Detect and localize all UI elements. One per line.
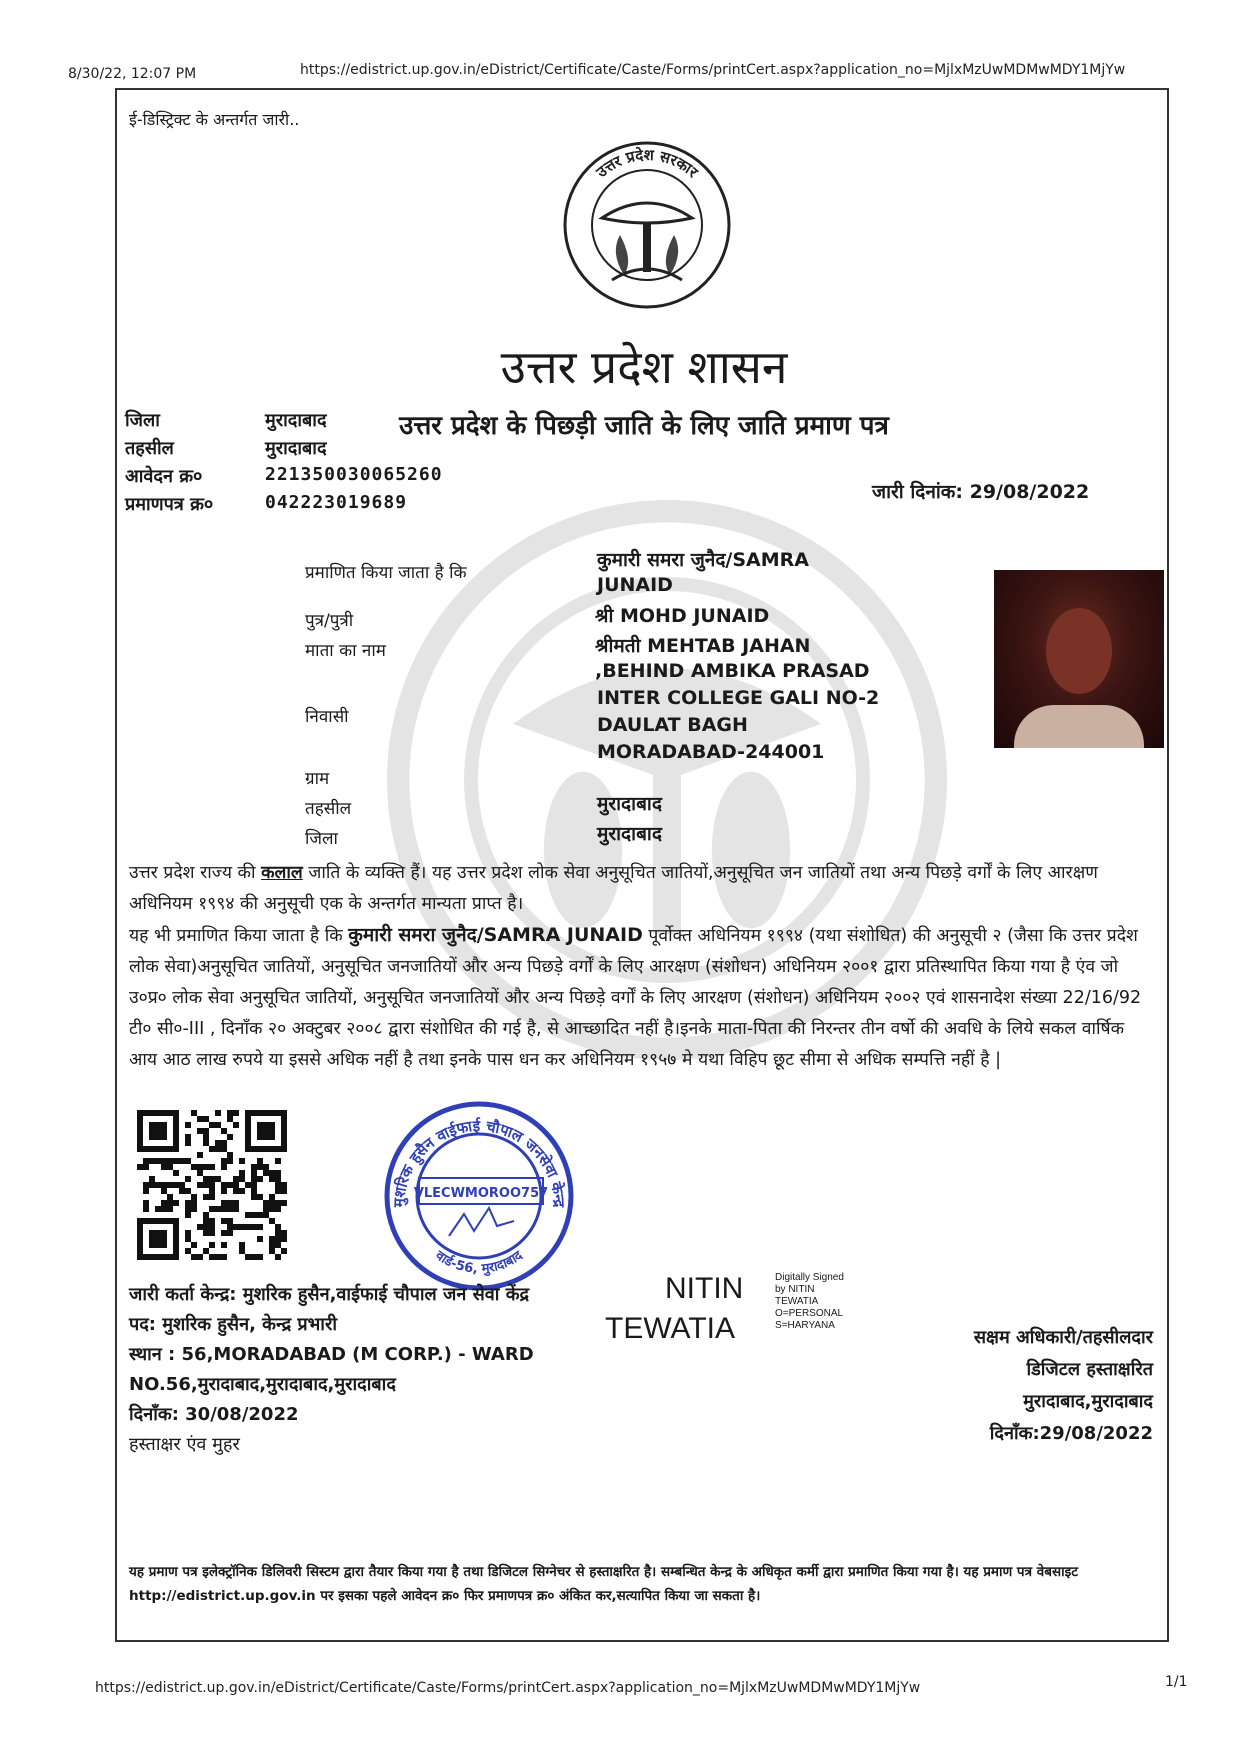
print-url-top: https://edistrict.up.gov.in/eDistrict/Certificate/Caste/Forms/printCert.aspx?application_no=MjlxMzUwMDMwMDY1MjYw — [300, 62, 1126, 78]
svg-text:वार्ड-56, मुरादाबाद: वार्ड-56, मुरादाबाद — [432, 1248, 526, 1277]
page-number: 1/1 — [1165, 1674, 1188, 1690]
body-applicant-name: कुमारी समरा जुनैद/SAMRA JUNAID — [348, 924, 643, 946]
print-url-bottom: https://edistrict.up.gov.in/eDistrict/Certificate/Caste/Forms/printCert.aspx?application_no=MjlxMzUwMDMwMDY1MjYw — [95, 1680, 921, 1696]
tehsil-label: तहसील — [125, 438, 174, 459]
field-district-label: जिला — [305, 829, 338, 849]
issued-under-text: ई-डिस्ट्रिक्ट के अन्तर्गत जारी.. — [129, 110, 300, 129]
mother-name: श्रीमती MEHTAB JAHAN — [595, 635, 811, 657]
village-label: ग्राम — [305, 769, 330, 789]
qr-code-icon — [137, 1110, 287, 1260]
field-district-value: मुरादाबाद — [597, 823, 662, 845]
father-name: श्री MOHD JUNAID — [595, 605, 770, 627]
signer-name-last: TEWATIA — [605, 1312, 735, 1345]
address-line2: INTER COLLEGE GALI NO-2 — [597, 687, 880, 709]
tehsil-value: मुरादाबाद — [265, 438, 327, 459]
address-line1: ,BEHIND AMBIKA PRASAD — [595, 660, 870, 682]
certificate-title: उत्तर प्रदेश के पिछड़ी जाति के लिए जाति प्रमाण पत्र — [399, 411, 889, 441]
officer-place: मुरादाबाद,मुरादाबाद — [1023, 1391, 1153, 1412]
digital-signature-details: Digitally Signed by NITIN TEWATIA O=PERSONAL S=HARYANA — [775, 1272, 844, 1331]
issuer-place-line1: स्थान : 56,MORADABAD (M CORP.) - WARD — [129, 1344, 534, 1365]
certified-label: प्रमाणित किया जाता है कि — [305, 563, 467, 583]
officer-block — [817, 1322, 1167, 1450]
issuer-details — [129, 1280, 649, 1460]
officer-date: दिनाँक:29/08/2022 — [989, 1423, 1153, 1444]
certificate-body: उत्तर प्रदेश राज्य की कलाल जाति के व्यक्ति हैं। यह उत्तर प्रदेश लोक सेवा अनुसूचित जातियों,अनुसूचित जन जातियों तथा अन्य पिछड़े वर्गों के लिए आरक्षण अधिनियम १९९४ की अनुसूची एक के अन्तर्गत मान्यता प्राप्त है। यह भी प्रमाणित किया जाता है कि कुमारी समरा जुनैद/SAMRA JUNAID पूर्वोक्त अधिनियम १९९४ (यथा संशोधित) की अनुसूची २ (जैसा कि उत्तर प्रदेश लोक सेवा)अनुसूचित जातियों, अनुसूचित जनजातियों और अन्य पिछड़े वर्गों के लिए आरक्षण (संशोधन) अधिनियम २००१ द्वारा प्रतिस्थापित किया गया है एंव जो उ०प्र० लोक सेवा अनुसूचित जातियों, अनुसूचित जनजातियों और अन्य पिछड़े वर्गों के लिए आरक्षण (संशोधन) अधिनियम २००२ एवं शासनादेश संख्या 22/16/92 टी० सी०-III , दिनाँक २० अक्टुबर २००८ द्वारा संशोधित की गई है, से आच्छादित नहीं है।इनके माता-पिता की निरन्तर तीन वर्षो की अवधि के लिये सकल वार्षिक आय आठ लाख रुपये या इससे अधिक नहीं है तथा इनके पास धन कर अधिनियम १९५७ मे यथा विहिप छूट सीमा से अधिक सम्पत्ति नहीं है | — [129, 863, 1142, 1070]
print-timestamp: 8/30/22, 12:07 PM — [68, 66, 197, 82]
issuer-place-line2: NO.56,मुरादाबाद,मुरादाबाद,मुरादाबाद — [129, 1374, 396, 1395]
verification-note: यह प्रमाण पत्र इलेक्ट्रॉनिक डिलिवरी सिस्टम द्वारा तैयार किया गया है तथा डिजिटल सिग्नेचर से हस्ताक्षरित है। सम्बन्धित केन्द्र के अधिकृत कर्मी द्वारा प्रमाणित किया गया है। यह प्रमाण पत्र वेबसाइट http://edistrict.up.gov.in पर इसका पहले आवेदन क्र० फिर प्रमाणपत्र क्र० अंकित कर,सत्यापित किया जा सकता है। — [129, 1564, 1079, 1604]
field-tehsil-value: मुरादाबाद — [597, 793, 662, 815]
district-value: मुरादाबाद — [265, 410, 327, 431]
certificate-number: 042223019689 — [265, 492, 408, 513]
mother-label: माता का नाम — [305, 641, 386, 661]
applicant-photo — [994, 570, 1164, 748]
caste-name: कलाल — [261, 863, 303, 883]
sign-and-seal-label: हस्ताक्षर एंव मुहर — [129, 1434, 240, 1455]
officer-digital-signed: डिजिटल हस्ताक्षरित — [1026, 1359, 1153, 1380]
address-line4: MORADABAD-244001 — [597, 741, 825, 763]
field-tehsil-label: तहसील — [305, 799, 352, 819]
application-number: 221350030065260 — [265, 464, 443, 485]
government-title: उत्तर प्रदेश शासन — [500, 340, 788, 394]
application-label: आवेदन क्र० — [125, 466, 203, 487]
center-seal-stamp — [379, 1096, 579, 1296]
certificate-number-label: प्रमाणपत्र क्र० — [125, 494, 214, 515]
issuer-center: जारी कर्ता केन्द्र: मुशरिक हुसैन,वाईफाई चौपाल जन सेवा केंद्र — [129, 1284, 530, 1305]
address-line3: DAULAT BAGH — [597, 714, 748, 736]
issuer-post: पद: मुशरिक हुसैन, केन्द्र प्रभारी — [129, 1314, 337, 1335]
svg-text:उत्तर प्रदेश सरकार: उत्तर प्रदेश सरकार — [592, 145, 702, 182]
district-label: जिला — [125, 410, 160, 431]
svg-text:VLECWMOROO757: VLECWMOROO757 — [413, 1186, 549, 1201]
issuer-date: दिनाँक: 30/08/2022 — [129, 1404, 299, 1425]
issue-date: जारी दिनांक: 29/08/2022 — [872, 481, 1090, 503]
officer-title: सक्षम अधिकारी/तहसीलदार — [973, 1327, 1153, 1348]
applicant-name-line1: कुमारी समरा जुनैद/SAMRA — [597, 549, 809, 571]
child-of-label: पुत्र/पुत्री — [305, 611, 354, 631]
svg-text:मुशरिक हुसैन वाईफाई चौपाल जनसे: मुशरिक हुसैन वाईफाई चौपाल जनसेवा केन्द्र — [389, 1116, 569, 1208]
up-government-emblem-icon — [562, 140, 732, 310]
applicant-name-line2: JUNAID — [597, 574, 673, 596]
resident-label: निवासी — [305, 707, 349, 727]
signer-name-first: NITIN — [665, 1272, 744, 1305]
certificate-frame — [115, 88, 1169, 1642]
